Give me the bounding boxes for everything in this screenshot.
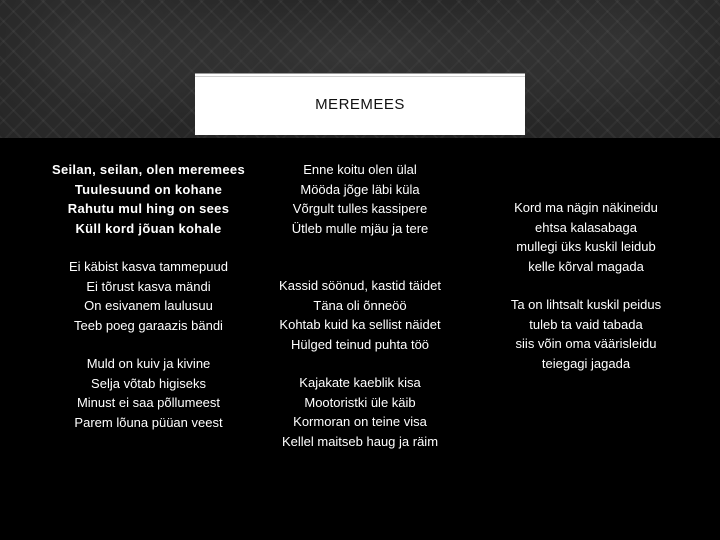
poem-line: kelle kõrval magada: [528, 258, 644, 274]
poem-line: Võrgult tulles kassipere: [292, 201, 428, 216]
poem-line: Küll kord jõuan kohale: [75, 220, 222, 236]
stanza: [30, 257, 267, 335]
stanza: [470, 198, 702, 276]
poem-column-1: [30, 160, 267, 432]
title-rule: [195, 76, 525, 77]
poem-line: Tuulesuund on kohane: [74, 181, 223, 197]
poem-line: Ei tõrust kasva mändi: [86, 278, 211, 294]
poem-line: Ütleb mulle mjäu ja tere: [291, 220, 429, 236]
poem-line: ehtsa kalasabaga: [535, 219, 637, 235]
poem-column-3: [470, 198, 702, 373]
poem-line: Hülged teinud puhta töö: [290, 336, 430, 352]
stanza: [250, 160, 470, 238]
poem-column-2: [250, 160, 470, 451]
poem-line: Täna oli õnneöö: [313, 297, 407, 313]
poem-line: Kellel maitseb haug ja räim: [281, 433, 439, 449]
poem-line: Selja võtab higiseks: [91, 375, 206, 391]
page-title: MEREMEES: [315, 96, 405, 113]
poem-line: Kormoran on teine visa: [293, 414, 427, 429]
poem-line: Enne koitu olen ülal: [303, 162, 417, 177]
stanza: [250, 276, 470, 354]
poem-line: Ta on lihtsalt kuskil peidus: [510, 297, 662, 312]
poem-line: Ei käbist kasva tammepuud: [69, 259, 228, 274]
poem-line: Kajakate kaeblik kisa: [299, 375, 421, 390]
poem-line: Seilan, seilan, olen meremees: [52, 162, 245, 177]
poem-line: Parem lõuna püüan veest: [74, 414, 223, 430]
poem-line: Muld on kuiv ja kivine: [86, 356, 211, 371]
poem-line: tuleb ta vaid tabada: [529, 316, 643, 332]
poem-line: Rahutu mul hing on sees: [67, 201, 230, 216]
poem-line: Kassid söönud, kastid täidet: [279, 278, 441, 293]
poem-line: Teeb poeg garaazis bändi: [74, 317, 223, 333]
stanza: [250, 373, 470, 451]
poem-line: Mootoristki üle käib: [304, 394, 416, 410]
poem-line: teiegagi jagada: [541, 355, 631, 371]
poem-line: On esivanem laulusuu: [84, 298, 213, 313]
poem-line: Kohtab kuid ka sellist näidet: [279, 317, 441, 332]
poem-line: Kord ma nägin näkineidu: [514, 200, 658, 215]
stanza: [30, 354, 267, 432]
poem-line: Minust ei saa põllumeest: [76, 395, 221, 410]
stanza: [30, 160, 267, 238]
poem-line: mullegi üks kuskil leidub: [516, 239, 656, 254]
poem-line: Mööda jõge läbi küla: [300, 181, 420, 197]
poem-line: siis võin oma väärisleidu: [515, 336, 657, 351]
stanza: [470, 295, 702, 373]
title-box: [195, 73, 525, 135]
